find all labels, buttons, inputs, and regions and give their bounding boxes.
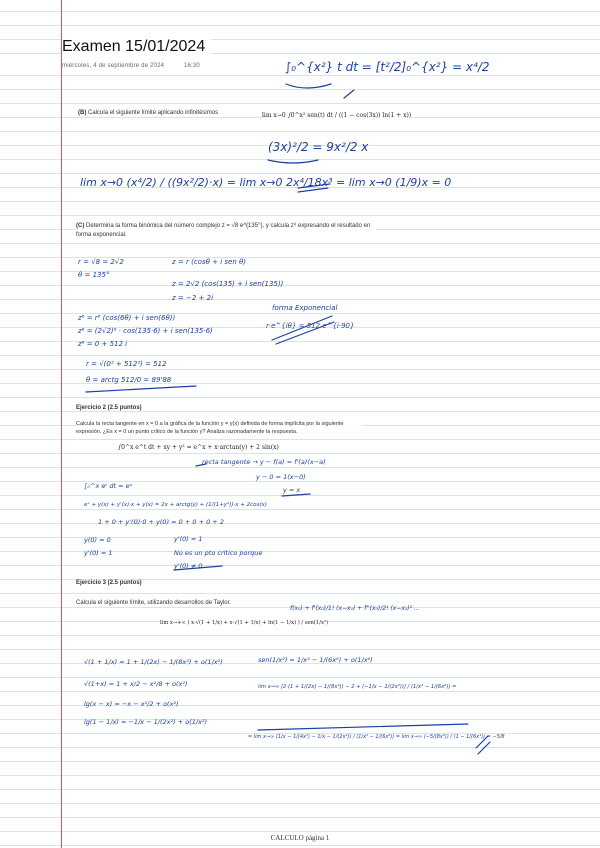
hw-c-line: z⁶ = r⁶ (cos(6θ) + i sen(6θ)) <box>78 314 176 322</box>
hw-ex3-line: √(1 + 1/x) = 1 + 1/(2x) − 1/(8x²) + o(1/x²) <box>84 658 223 666</box>
hw-ex3-taylor: f(x₀) + f'(x₀)/1! (x−x₀) + f''(x₀)/2! (x−x₀)² ... <box>290 605 420 612</box>
hw-ex2-line: ∫₀^x eᵗ dt = eˣ <box>84 482 133 490</box>
hw-b-integral: ∫₀^{x²} t dt = [t²/2]₀^{x²} = x⁴/2 <box>285 60 490 74</box>
hw-b-work: lim x→0 (x⁴/2) / ((9x²/2)·x) = lim x→0 2x⁴/18x³ = lim x→0 (1/9)x = 0 <box>80 176 452 189</box>
hw-c-line: θ = 135° <box>78 271 110 279</box>
hw-b-equivalents: (3x)²/2 = 9x²/2 x <box>268 140 369 154</box>
exercise-3-prompt: Calcula el siguiente límite, utilizando desarrollos de Taylor. <box>76 600 231 606</box>
exercise-2-formula: ∫0^x e^t dt + xy + y² = e^x + x·arctan(y) + 2 sin(x) <box>118 444 279 451</box>
hw-c-line: forma Exponencial <box>272 304 338 312</box>
hw-c-line: z⁶ = (2√2)⁶ · cos(135·6) + i sen(135·6) <box>78 327 213 335</box>
exercise-2-prompt: Calcula la recta tangente en x = 0 a la gráfica de la función y = y(x) definida de forma implícita por la siguiente expresión. ¿Es x = 0 un punto crítico de la función y? Analiza razonadamente la respuesta. <box>76 420 362 436</box>
exercise-2-heading: Ejercicio 2 (2.5 puntos) <box>76 405 142 411</box>
hw-ex2-line: y(0) = 0 <box>84 536 111 544</box>
hw-c-line: z = r (cosθ + i sen θ) <box>172 258 246 266</box>
hw-ex2-line: y'(0) = 1 <box>174 535 203 543</box>
page-time-text: 16:30 <box>183 63 200 69</box>
problem-b-label: (B) <box>78 110 87 116</box>
problem-c-prompt: Determina la forma binómica del número complejo z = √8 e^{135°}, y calcula z⁶ expresando el resultado en forma exponencial. <box>76 223 371 238</box>
page-date-text: miércoles, 4 de septiembre de 2024 <box>62 63 165 69</box>
hw-ex3-line: √(1+x) = 1 + x/2 − x²/8 + o(x²) <box>84 680 188 688</box>
hw-c-line: r = √8 = 2√2 <box>78 258 124 266</box>
problem-b-prompt: Calcula el siguiente límite aplicando infinitésimos <box>88 110 219 116</box>
page-footer: CALCULO página 1 <box>270 834 330 842</box>
hw-ex2-line: y'(0) ≠ 0. <box>174 562 205 570</box>
hw-c-line: θ = arctg 512/0 = 89'88 <box>86 376 172 384</box>
page-title: Examen 15/01/2024 <box>62 38 211 56</box>
hw-ex2-line: eˣ + y(x) + y'(x)·x + y(x) = 2x + arctg(y) + (1/(1+y²))·x + 2cos(x) <box>84 502 267 508</box>
hw-c-line: r·e^{iθ} = 512 e^{i·90} <box>266 322 355 330</box>
hw-ex2-line: 1 + 0 + y'(0)·0 + y(0) = 0 + 0 + 0 + 2 <box>98 518 224 526</box>
exercise-3-formula: lim x→+∞ ( x·√(1 + 1/x) + x·√(1 + 1/x) + ln(1 − 1/x) ) / sen(1/x²) <box>160 620 328 626</box>
problem-b-formula: lim x→0 ∫0^x² sen(t) dt / ((1 − cos(3x)) ln(1 + x)) <box>262 112 412 119</box>
hw-ex2-line: y − 0 = 1(x−0) <box>256 473 306 481</box>
hw-ex3-line: lg(x − x) = −x − x²/2 + o(x²) <box>84 700 179 708</box>
problem-c-label: (C) <box>76 223 85 229</box>
hw-ex3-line: = lim x→∞ (1/x − 1/(4x²) − 1/x − 1/(2x²)) / (1/x² − 1/(6x⁶)) = lim x→∞ (−5/(8x²)) / (1 − 1/(6x⁴)) = −5/8 <box>248 734 505 740</box>
hw-ex2-line: y = x <box>283 486 301 494</box>
hw-c-line: r = √(0² + 512²) = 512 <box>86 360 167 368</box>
hw-c-line: z = −2 + 2i <box>172 294 214 302</box>
exercise-3-heading: Ejercicio 3 (2.5 puntos) <box>76 580 142 586</box>
hw-ex3-line: lg(1 − 1/x) = −1/x − 1/(2x²) + o(1/x²) <box>84 718 208 726</box>
hw-ex3-line: lim x→∞ [2·(1 + 1/(2x) − 1/(8x²)) − 2 + (−1/x − 1/(2x²))] / (1/x² − 1/(6x⁶)) = <box>258 684 457 690</box>
hw-ex3-line: sen(1/x²) = 1/x² − 1/(6x⁶) + o(1/x⁶) <box>258 656 373 664</box>
hw-ex2-line: recta tangente → y − f(a) = f'(a)(x−a) <box>202 458 326 466</box>
hw-ex2-line: No es un pto crítico porque <box>174 549 263 557</box>
hw-ex2-line: y'(0) = 1 <box>84 549 113 557</box>
hw-c-line: z = 2√2 (cos(135) + i sen(135)) <box>172 280 284 288</box>
hw-c-line: z⁶ = 0 + 512 i <box>78 340 128 348</box>
